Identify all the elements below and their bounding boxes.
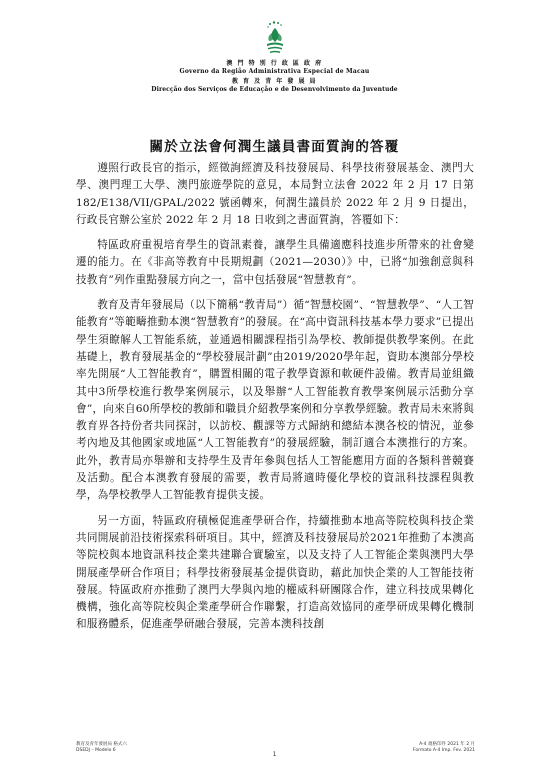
print-format-pt: Formato A-4 Imp. Fev. 2021: [412, 748, 475, 753]
paragraph: 遵照行政長官的指示，經徵詢經濟及科技發展局、科學技術發展基金、澳門大學、澳門理工大學、澳門旅遊學院的意見，本局對立法會 2022 年 2 月 17 日第 182/E138/VII/GPAL/2022 號函轉來，何潤生議員於 2022 年 2 月 9 日提出，行政長官辦公室於 2022 年 2 月 18 日收到之書面質詢，答覆如下：: [76, 162, 474, 226]
paragraph: 另一方面，特區政府積極促進產學研合作，持續推動本地高等院校與科技企業共同開展前沿技術探索科研項目。其中，經濟及科技發展局於2021年推動了本澳高等院校與本地資訊科技企業共建聯合實驗室，以及支持了人工智能企業與澳門大學開展產學研合作項目；科學技術發展基金提供資助，藉此加快企業的人工智能技術發展。特區政府亦推動了澳門大學與內地的權威科研團隊合作，建立科技成果轉化機構，強化高等院校與企業產學研合作聯繫，打造高效協同的產學研成果轉化機制和服務體系，促進產學研融合發展，完善本澳科技創: [76, 514, 474, 631]
org-name-zh: 澳 門 特 別 行 政 區 政 府: [226, 60, 323, 67]
letterhead: [0, 20, 549, 94]
org-name-pt: Governo da Região Administrativa Especial de Macau: [179, 68, 370, 75]
form-code-pt: DSEDJ – Modelo 6: [76, 748, 116, 753]
dept-name-zh: 教 育 及 青 年 發 展 局: [231, 78, 318, 85]
dept-name-pt: Direcção dos Serviços de Educação e de Desenvolvimento da Juventude: [151, 86, 398, 93]
form-code-zh: 教育及青年發展局 格式六: [76, 742, 127, 747]
macau-sar-emblem-icon: [262, 20, 288, 56]
print-format-zh: A-4 規格印件 2021 年 2 月: [419, 742, 475, 747]
page-number: 1: [272, 751, 277, 758]
document-body: [76, 160, 474, 642]
footer-right: [413, 742, 475, 754]
paragraph: 特區政府重視培育學生的資訊素養，讓學生具備適應科技進步所帶來的社會變遷的能力。在《非高等教育中長期規劃（2021—2030）》中，已將“加強創意與科技教育”列作重點發展方向之一，當中包括發展“智慧教育”。: [76, 239, 474, 286]
paragraph: 教育及青年發展局（以下簡稱“教青局”）循“智慧校園”、“智慧教學”、“人工智能教育”等範疇推動本澳“智慧教育”的發展。在“高中資訊科技基本學力要求”已提出學生須瞭解人工智能系統，並通過相關課程指引為學校、教師提供教學案例。在此基礎上，教育發展基金的“學校發展計劃”由2019/2020學年起，資助本澳部分學校率先開展“人工智能教育”，購置相關的電子教學資源和軟硬件設備。教青局並組織其中3所學校進行教學案例展示，以及舉辦“人工智能教育教學案例展示活動分享會”，向來自60所學校的教師和職員介紹教學案例和分享教學經驗。教青局未來將與教育界各持份者共同探討，以訪校、觀課等方式歸納和總結本澳各校的情況，並參考內地及其他國家或地區“人工智能教育”的發展經驗，制訂適合本澳推行的方案。此外，教青局亦舉辦和支持學生及青年參與包括人工智能應用方面的各類科普競賽及活動。配合本澳教育發展的需要，教青局將適時優化學校的資訊科技課程與教學，為學校教學人工智能教育提供支援。: [76, 299, 474, 502]
document-title: 關於立法會何潤生議員書面質詢的答覆: [149, 139, 400, 155]
